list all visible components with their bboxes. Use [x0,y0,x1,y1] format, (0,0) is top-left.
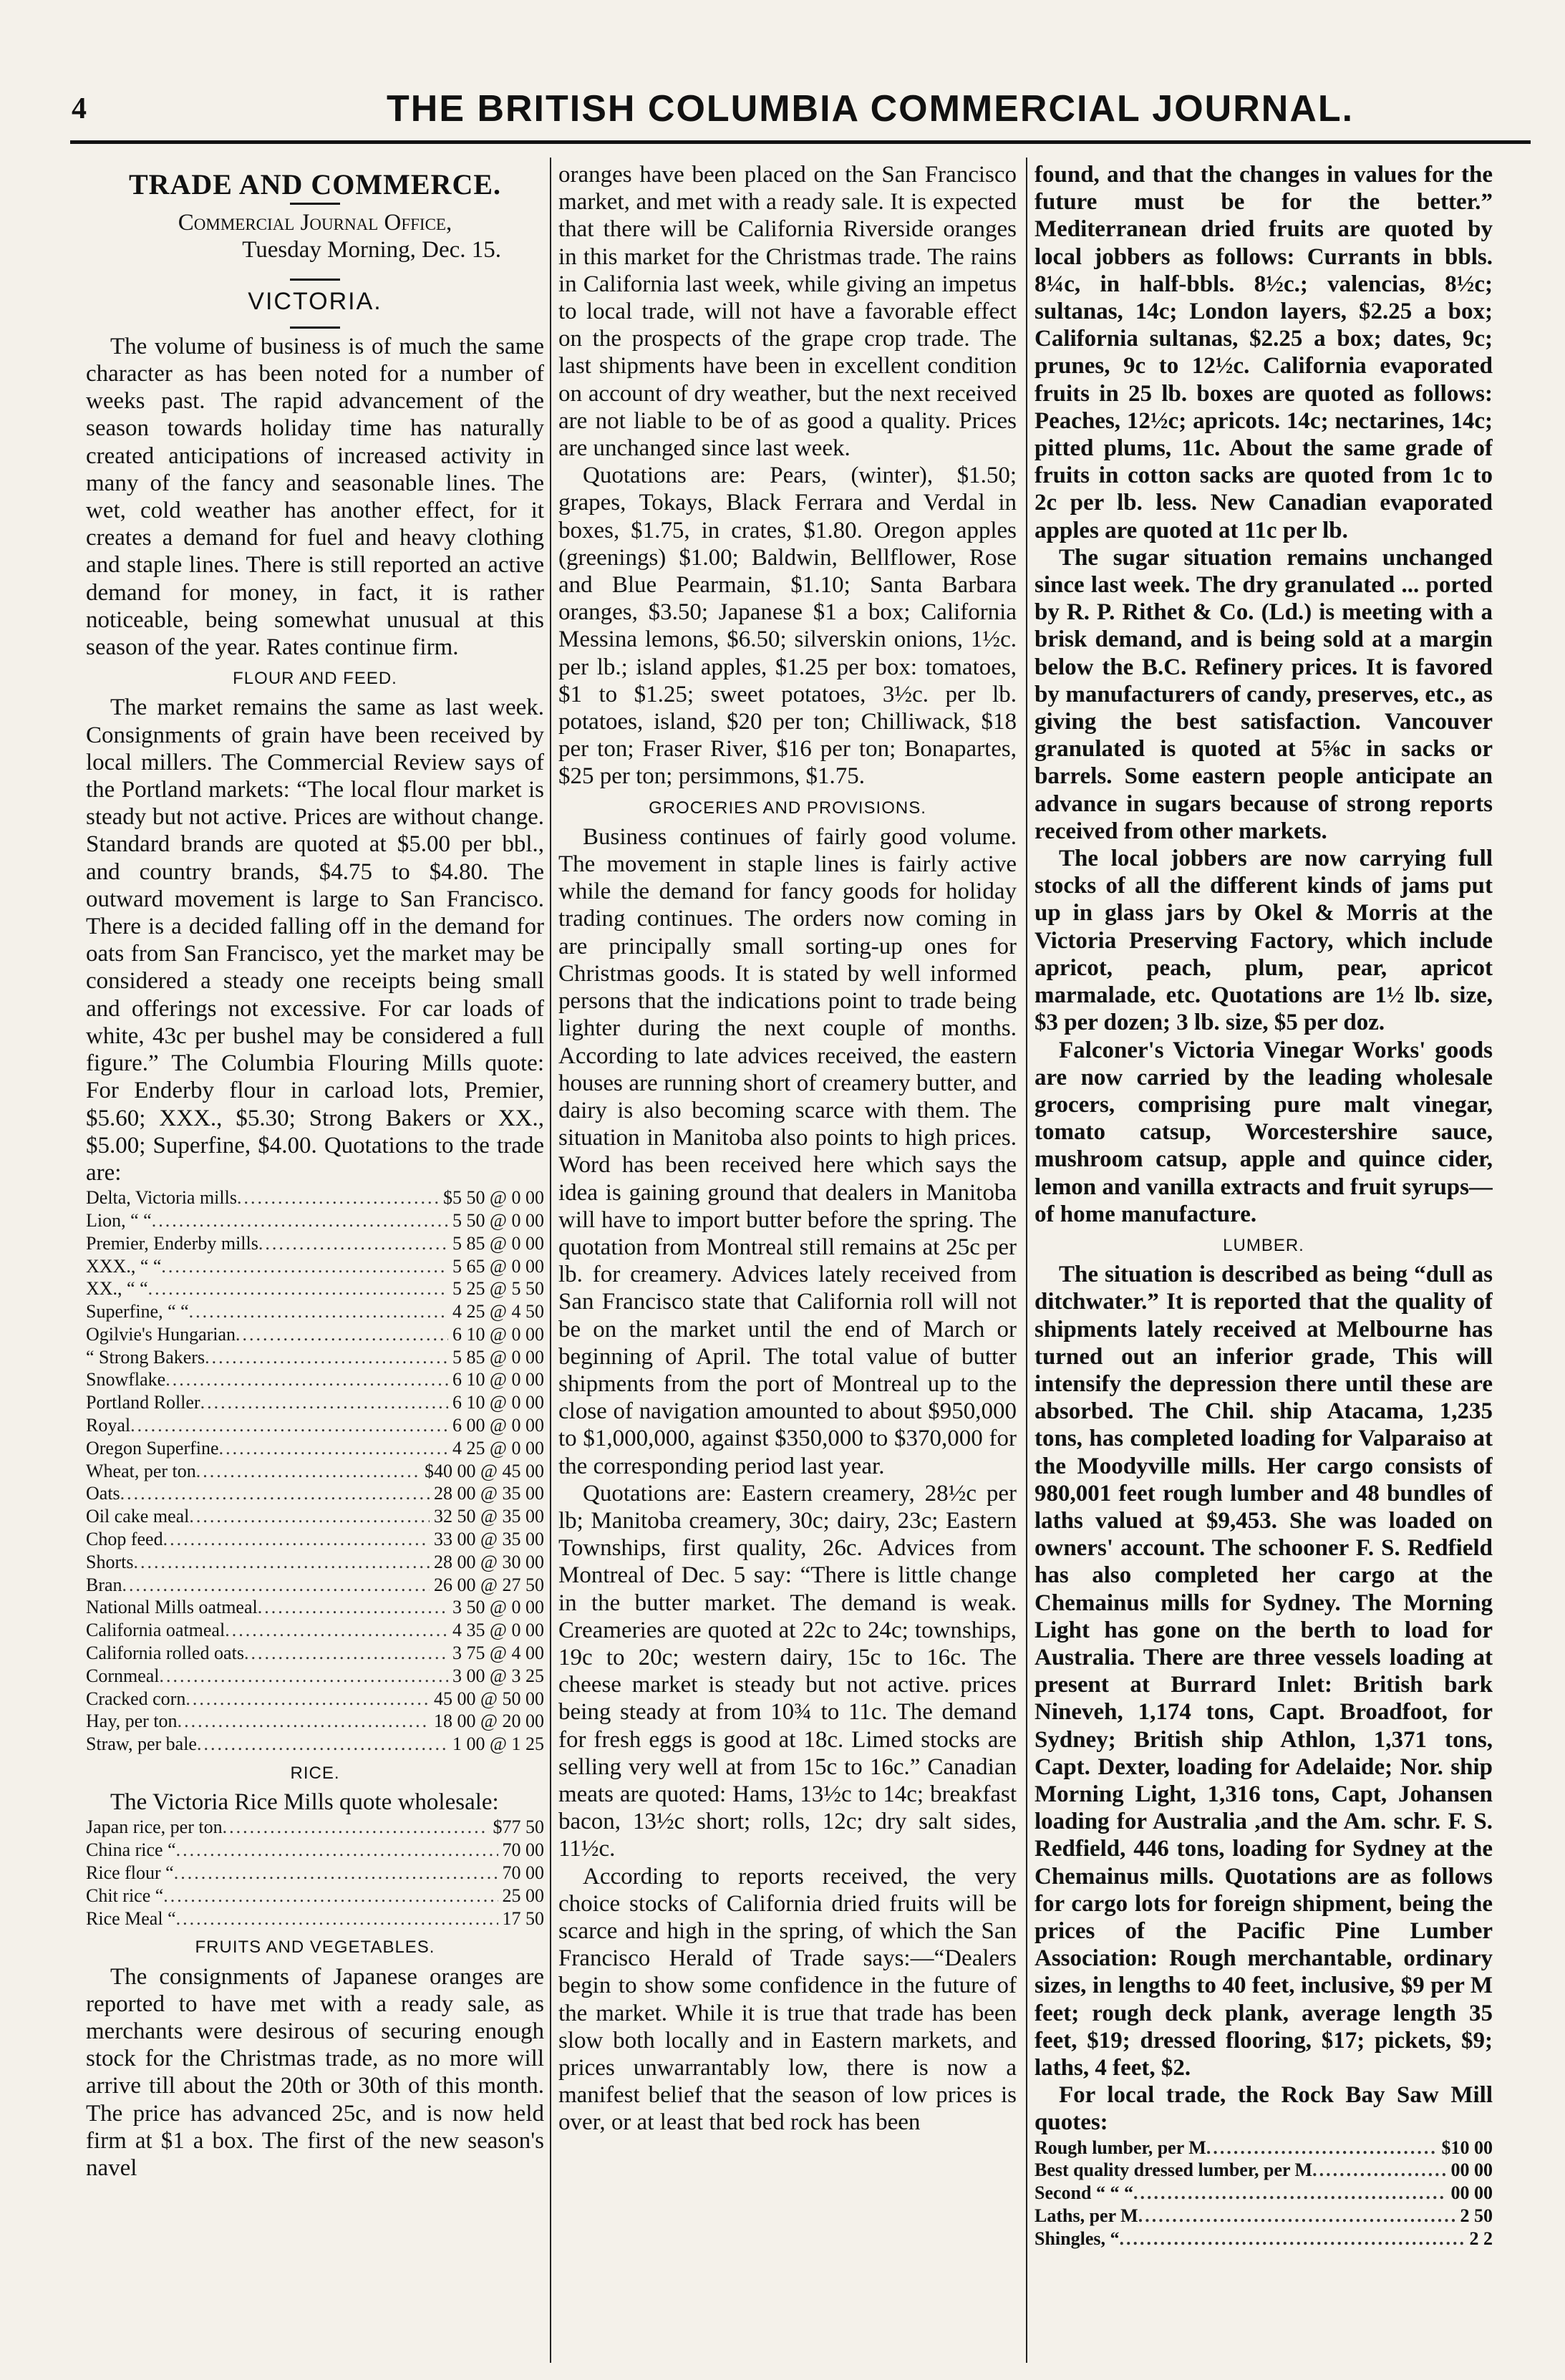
price-row [1035,2137,1493,2159]
leader-dots [1206,2137,1438,2159]
leader-dots [205,1346,448,1369]
price-value: 6 10 @ 0 00 [452,1392,544,1413]
price-item-name: Royal [86,1415,131,1436]
price-item-name: Chit rice “ [86,1885,164,1906]
page-number: 4 [72,92,87,125]
journal-title: THE BRITISH COLUMBIA COMMERCIAL JOURNAL. [387,88,1355,130]
price-value: 4 35 @ 0 00 [452,1620,544,1641]
price-row [86,1907,544,1930]
price-item-name: Shingles, “ [1035,2227,1120,2249]
leader-dots [133,1551,430,1574]
leader-dots [1133,2182,1447,2205]
price-value: 00 00 [1450,2182,1493,2204]
leader-dots [223,1816,489,1839]
price-row [86,1437,544,1460]
leader-dots [160,1665,449,1688]
price-item-name: Delta, Victoria mills [86,1187,237,1209]
price-value: 1 00 @ 1 25 [452,1733,544,1755]
price-row [86,1232,544,1255]
price-row [1035,2159,1493,2182]
price-row [86,1596,544,1619]
price-value: 28 00 @ 35 00 [434,1483,544,1504]
price-row [86,1574,544,1597]
short-rule [290,203,340,205]
price-value: 00 00 [1450,2159,1493,2181]
price-row [86,1688,544,1711]
price-item-name: Rice flour “ [86,1862,174,1884]
leader-dots [161,1255,448,1278]
price-row [86,1528,544,1551]
leader-dots [163,1885,498,1907]
price-value: 5 85 @ 0 00 [452,1346,544,1368]
price-item-name: XX., “ “ [86,1278,148,1300]
leader-dots [174,1862,498,1885]
price-value: 45 00 @ 50 00 [434,1688,544,1709]
column-divider [550,158,551,2363]
leader-dots [237,1186,439,1209]
price-value: 28 00 @ 30 00 [434,1551,544,1572]
price-item-name: Wheat, per ton [86,1460,196,1481]
leader-dots [120,1482,430,1505]
price-row [86,1816,544,1839]
leader-dots [1312,2159,1446,2182]
price-item-name: Portland Roller [86,1392,200,1413]
subheading-lumber: LUMBER. [1223,1235,1304,1255]
leader-dots [165,1368,448,1391]
price-item-name: Rough lumber, per M [1035,2137,1206,2158]
header-rule [70,140,1531,144]
paragraph: Falconer's Victoria Vinegar Works' goods are now carried by the leading wholesale grocers, comprising pure malt vinegar, tomato catsup, Worcestershire sauce, mushroom catsup, apple and quince cider, lemon and vanilla extracts and fruit syrups—of home manufacture. [1035,1037,1493,1227]
paragraph: According to reports received, the very choice stocks of California dried fruits will be scarce and high in the spring, of which the San Francisco Herald of Trade says:—“Dealers begin to show some confidence in the future of the market. While it is true that trade has been slow both locally and in Eastern markets, and prices unwarrantably low, there is now a manifest belief that the season of low prices is over, or at least that bed rock has been [558,1863,1017,2136]
price-row [1035,2205,1493,2227]
leader-dots [176,1839,498,1862]
price-item-name: Shorts [86,1551,134,1572]
leader-dots [258,1596,448,1619]
price-value: 6 10 @ 0 00 [452,1369,544,1390]
leader-dots [148,1277,448,1300]
price-row [86,1551,544,1574]
price-value: 26 00 @ 27 50 [434,1574,544,1595]
leader-dots [152,1209,448,1232]
price-item-name: Bran [86,1574,122,1595]
section-heading: TRADE AND COMMERCE. [128,168,502,200]
price-value: $10 00 [1441,2137,1493,2158]
leader-dots [197,1733,448,1756]
paragraph: found, and that the changes in values for the future must be for the better.” Mediterranean dried fruits are quoted by local jobbers as follows: Currants in bbls. 8¼c, in half-bbls. 8½c.; valencias, 8½c; sultanas, 14c; London layers, $2.25 a box; California sultanas, $2.25 a box; dates, 9c; prunes, 9c to 12½c. California evaporated fruits in 25 lb. boxes are quoted as follows: Peaches, 12½c; apricots. 14c; nectarines, 14c; pitted plums, 11c. About the same grade of fruits in cotton sacks are quoted from 1c to 2c per lb. less. New Canadian evaporated apples are quoted at 11c per lb. [1035,162,1493,543]
price-value: 4 25 @ 0 00 [452,1437,544,1459]
price-item-name: Premier, Enderby mills [86,1232,258,1254]
price-value: $40 00 @ 45 00 [425,1460,544,1481]
paragraph: The consignments of Japanese oranges are reported to have met with a ready sale, as merchants were desirous of securing enough stock for the Christmas trade, as no more will arrive till about the 20th or 30th of this month. The price has advanced 25c, and is now held firm at $1 a box. The first of the new season's navel [86,1963,544,2182]
paragraph: The market remains the same as last week. Consignments of grain have been received by local millers. The Commercial Review says of the Portland markets: “The local flour market is steady but not active. Prices are without change. Standard brands are quoted at $5.00 per bbl., and country brands, $4.75 to $4.80. The outward movement is large to San Francisco. There is a decided falling off in the demand for oats from San Francisco, yet the market may be considered a steady one receipts being small and offerings not excessive. For car loads of white, 43c per bushel may be considered a full figure.” The Columbia Flouring Mills quote: For Enderby flour in carload lots, Premier, $5.60; XXX., $5.30; Strong Bakers or XX., $5.00; Superfine, $4.00. Quotations to the trade are: [86,695,544,1186]
leader-dots [163,1528,430,1551]
leader-dots [236,1323,448,1346]
price-row [86,1619,544,1642]
price-value: 17 50 [502,1907,544,1929]
leader-dots [225,1619,448,1642]
price-item-name: Ogilvie's Hungarian [86,1323,236,1345]
price-item-name: Superfine, “ “ [86,1301,189,1322]
price-item-name: California oatmeal [86,1620,226,1641]
price-value: 70 00 [502,1839,544,1861]
paragraph: The local jobbers are now carrying full stocks of all the different kinds of jams put up in glass jars by Okel & Morris at the Victoria Preserving Factory, which include apricot, peach, plum, pear, apricot marmalade, etc. Quotations are 1½ lb. size, $3 per dozen; 3 lb. size, $5 per doz. [1035,846,1493,1036]
paragraph: The situation is described as being “dull as ditchwater.” It is reported that the quality of shipments lately received at Melbourne has turned out an inferior grade, This will intensify the depression there until these are absorbed. The Chil. ship Atacama, 1,235 tons, has completed loading for Valparaiso at the Moodyville mills. Her cargo consists of 980,001 feet rough lumber and 48 bundles of laths valued at $9,453. She was loaded on owners' account. The schooner F. S. Redfield has also completed her cargo at the Chemainus mills for Sydney. The Morning Light has gone on the berth to load for Australia. There are three vessels loading at present at Burrard Inlet: British bark Nineveh, 1,174 tons, Capt. Broadfoot, for Sydney; British ship Athlon, 1,371 tons, Capt. Dexter, loading for Adelaide; Nor. ship Morning Light, 1,316 tons, Capt, Johansen loading for Australia ,and the Am. schr. F. S. Redfield, 446 tons, loading for Sydney at the Chemainus mills. Quotations are as follows for cargo lots for foreign shipment, being the prices of the Pacific Pine Lumber Association: Rough merchantable, ordinary sizes, in lengths to 40 feet, inclusive, $9 per M feet; rough deck plank, average length 35 feet, $19; dressed flooring, $17; pickets, $9; laths, 4 feet, $2. [1035,1262,1493,2081]
price-value: 18 00 @ 20 00 [434,1711,544,1732]
leader-dots [244,1642,448,1665]
price-value: 5 50 @ 0 00 [452,1209,544,1231]
price-row [86,1460,544,1483]
price-row [86,1733,544,1756]
price-value: 6 10 @ 0 00 [452,1323,544,1345]
column-3 [1035,161,1493,2352]
price-item-name: National Mills oatmeal [86,1597,258,1618]
price-row [86,1414,544,1437]
price-row [86,1368,544,1391]
subheading-groceries: GROCERIES AND PROVISIONS. [649,798,926,818]
office-line: Commercial Journal Office, [178,210,452,236]
price-row [86,1862,544,1885]
leader-dots [185,1688,430,1711]
short-rule [290,279,340,281]
price-row [86,1277,544,1300]
price-value: 32 50 @ 35 00 [434,1506,544,1527]
price-value: 2 2 [1469,2227,1493,2249]
price-row [86,1186,544,1209]
price-value: $77 50 [493,1817,544,1838]
paragraph: Quotations are: Eastern creamery, 28½c per lb; Manitoba creamery, 30c; dairy, 23c; Eastern Townships, first quality, 26c. Advices from Montreal of Dec. 5 say: “There is little change in the butter market. The demand is weak. Creameries are quoted at 22c to 24c; townships, 19c to 20c; western dairy, 15c to 16c. The cheese market is steady but not active. prices being steady at from 10¾ to 11c. The demand for fresh eggs is good at 18c. Limed stocks are selling very well at from 15c to 16c.” Canadian meats are quoted: Hams, 13½c to 14c; breakfast bacon, 13½c short; rolls, 12c; dry salt sides, 11½c. [558,1480,1017,1862]
price-item-name: Oregon Superfine [86,1437,219,1459]
price-row [86,1323,544,1346]
price-item-name: Second “ “ “ [1035,2182,1133,2204]
page-header [72,84,1525,142]
price-row [86,1209,544,1232]
column-2 [558,161,1017,2352]
column-divider [1026,158,1027,2363]
price-item-name: Straw, per bale [86,1733,197,1755]
price-row [86,1391,544,1414]
price-item-name: California rolled oats [86,1643,244,1664]
price-row [1035,2182,1493,2205]
paragraph: For local trade, the Rock Bay Saw Mill quotes: [1035,2082,1493,2136]
price-item-name: XXX., “ “ [86,1255,162,1277]
leader-dots [1138,2205,1456,2227]
paragraph: Quotations are: Pears, (winter), $1.50; grapes, Tokays, Black Ferrara and Verdal in boxes, $1.75, in crates, $1.80. Oregon apples (greenings) $1.00; Baldwin, Bellflower, Rose and Blue Pearmain, $1.10; Santa Barbara oranges, $3.50; Japanese $1 a box; California Messina lemons, $6.50; silverskin onions, 1½c. per lb.; island apples, $1.25 per box: tomatoes, $1 to $1.25; sweet potatoes, 3½c. per lb. potatoes, island, $20 per ton; Chilliwack, $18 per ton; Fraser River, $16 per ton; Bonapartes, $25 per ton; persimmons, $1.75. [558,463,1017,790]
price-value: 33 00 @ 35 00 [434,1529,544,1550]
leader-dots [130,1414,448,1437]
price-value: 6 00 @ 0 00 [452,1415,544,1436]
rice-price-list [86,1816,544,1930]
leader-dots [1120,2227,1465,2250]
leader-dots [122,1574,430,1597]
leader-dots [176,1907,498,1930]
price-value: 25 00 [502,1885,544,1906]
price-item-name: Cracked corn [86,1688,186,1709]
price-value: 3 50 @ 0 00 [452,1597,544,1618]
price-row [86,1346,544,1369]
leader-dots [178,1710,430,1733]
subheading-rice: RICE. [290,1764,340,1784]
price-row [86,1255,544,1278]
price-item-name: Lion, “ “ [86,1209,152,1231]
price-item-name: China rice “ [86,1839,176,1861]
price-value: 5 85 @ 0 00 [452,1232,544,1254]
price-row [86,1505,544,1528]
lumber-price-list [1035,2137,1493,2250]
price-row [86,1482,544,1505]
leader-dots [189,1505,430,1528]
paragraph: Business continues of fairly good volume. The movement in staple lines is fairly active while the demand for fancy goods for holiday trading continues. The orders now coming in are principally small sorting-up ones for Christmas goods. It is stated by well informed persons that the indications point to trade being lighter during the next couple of months. According to late advices received, the eastern houses are running short of creamery butter, and dairy is also becoming scarce with them. The situation in Manitoba also points to high prices. Word has been received here which says the idea is gaining ground that dealers in Manitoba will have to import butter before the spring. The quotation from Montreal still remains at 25c per lb. for creamery. Advices lately received from San Francisco state that California roll will not be on the market until the end of March or beginning of April. The total value of butter shipments from the port of Montreal up to the close of navigation amounted to about $950,000 to $1,000,000, against $350,000 to $370,000 for the corresponding period last year. [558,823,1017,1479]
leader-dots [200,1391,448,1414]
price-row [86,1665,544,1688]
column-1 [86,161,544,2352]
city-heading: VICTORIA. [248,287,382,315]
short-rule [290,326,340,329]
paragraph: The Victoria Rice Mills quote wholesale: [110,1789,499,1816]
price-value: $5 50 @ 0 00 [443,1187,544,1209]
paragraph: The volume of business is of much the same character as has been noted for a number of weeks past. The rapid advancement of the season towards holiday time has naturally created anticipations of increased activity in many of the fancy and seasonable lines. The wet, cold weather has another effect, for it creates a demand for fuel and heavy clothing and staple lines. There is still reported an active demand for money, in fact, it is rather noticeable, being somewhat unusual at this season of the year. Rates continue firm. [86,333,544,661]
price-row [86,1839,544,1862]
price-row [86,1710,544,1733]
price-value: 5 25 @ 5 50 [452,1278,544,1300]
leader-dots [189,1300,448,1323]
price-row [86,1642,544,1665]
leader-dots [219,1437,448,1460]
price-item-name: Laths, per M [1035,2205,1138,2227]
subheading-flour: FLOUR AND FEED. [233,669,397,689]
price-row [86,1300,544,1323]
paragraph: The sugar situation remains unchanged since last week. The dry granulated ... ported by R. P. Rithet & Co. (Ld.) is meeting with a brisk demand, and is being sold at a margin below the B.C. Refinery prices. It is favored by manufacturers of candy, preserves, etc., as giving the best satisfaction. Vancouver granulated is quoted at 5⅝c in sacks or barrels. Some eastern people anticipate an advance in sugars because of strong reports received from other markets. [1035,544,1493,844]
price-item-name: Oil cake meal [86,1506,190,1527]
price-value: 4 25 @ 4 50 [452,1301,544,1322]
price-row [86,1885,544,1907]
price-item-name: Cornmeal [86,1665,160,1686]
leader-dots [258,1232,448,1255]
price-value: 5 65 @ 0 00 [452,1255,544,1277]
price-item-name: “ Strong Bakers [86,1346,205,1368]
price-item-name: Oats [86,1483,120,1504]
price-value: 2 50 [1460,2205,1493,2227]
price-value: 3 00 @ 3 25 [452,1665,544,1686]
price-item-name: Snowflake [86,1369,166,1390]
price-item-name: Japan rice, per ton [86,1817,223,1838]
price-item-name: Best quality dressed lumber, per M [1035,2159,1313,2181]
leader-dots [196,1460,420,1483]
price-item-name: Chop feed [86,1529,163,1550]
dateline: Tuesday Morning, Dec. 15. [242,237,501,263]
price-item-name: Hay, per ton [86,1711,178,1732]
price-item-name: Rice Meal “ [86,1907,176,1929]
subheading-fruits: FRUITS AND VEGETABLES. [195,1938,435,1958]
paragraph: oranges have been placed on the San Francisco market, and met with a ready sale. It is expected that there will be California Riverside oranges in this market for the Christmas trade. The rains in California last week, while giving an impetus to local trade, will not have a favorable effect on the prospects of the grape crop trade. The last shipments have been in excellent condition on account of dry weather, but the next received are not liable to be of as good a quality. Prices are unchanged since last week. [558,162,1017,462]
price-value: 70 00 [502,1862,544,1884]
flour-price-list [86,1186,544,1756]
price-value: 3 75 @ 4 00 [452,1643,544,1664]
price-row [1035,2227,1493,2250]
